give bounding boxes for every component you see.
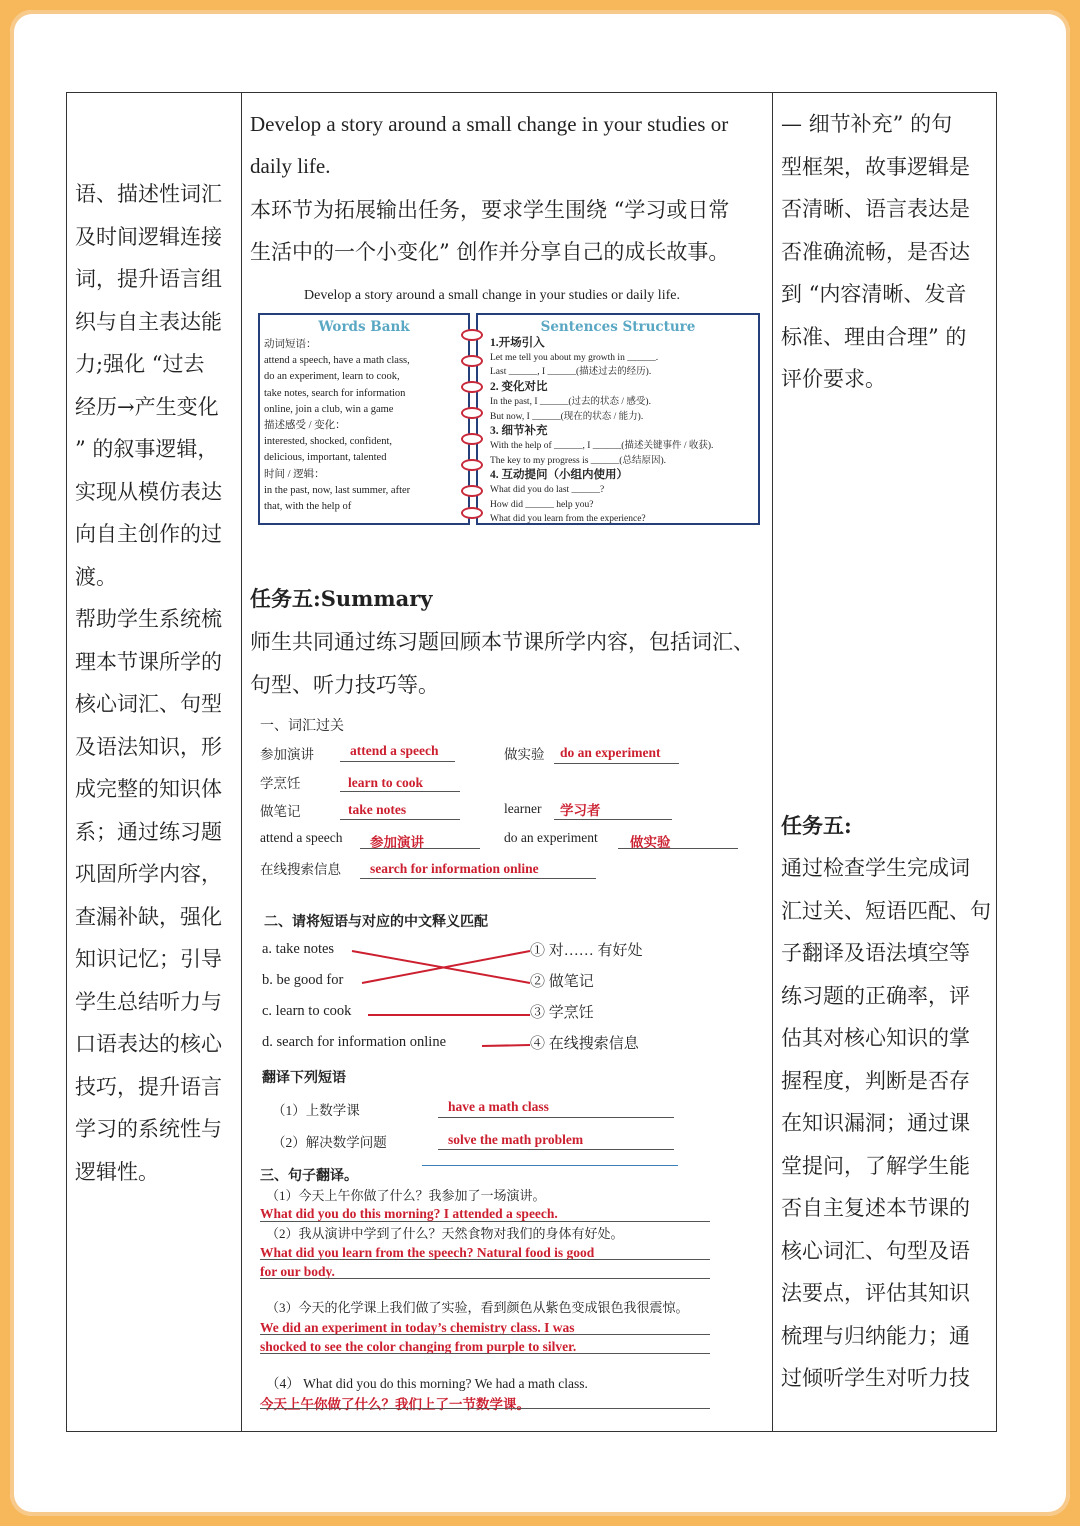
intro-en-1: Develop a story around a small change in your studies or — [250, 112, 729, 136]
left-line: 学生总结听力与 — [75, 989, 222, 1014]
ex1-q6: attend a speech — [260, 830, 343, 845]
sentences-title: Sentences Structure — [540, 319, 696, 335]
left-line: 系；通过练习题 — [75, 819, 222, 844]
right-bottom-line: 梳理与归纳能力；通 — [781, 1323, 970, 1348]
ex4-a2-2: for our body. — [260, 1264, 335, 1279]
ex4-q2: （2）我从演讲中学到了什么？天然食物对我们的身体有好处。 — [266, 1226, 624, 1241]
ex3-line3 — [422, 1165, 678, 1166]
match-right-item: ② 做笔记 — [530, 974, 594, 990]
left-column — [67, 93, 242, 1432]
ex1-q1: 参加演讲 — [260, 747, 314, 762]
left-line: 及语法知识，形 — [75, 734, 222, 759]
task5-desc-1: 师生共同通过练习题回顾本节课所学内容，包括词汇、 — [250, 630, 754, 654]
left-line: 理本节课所学的 — [75, 649, 222, 674]
right-bottom-line: 核心词汇、句型及语 — [781, 1238, 970, 1263]
right-top-line: 到 “内容清晰、发音 — [781, 282, 967, 306]
left-line: 向自主创作的过 — [75, 522, 222, 546]
intro-cn-1: 本环节为拓展输出任务，要求学生围绕 “学习或日常 — [250, 198, 730, 222]
sentence-line: The key to my progress is ______(总结原因). — [490, 455, 666, 466]
right-top-line: 型框架，故事逻辑是 — [781, 154, 970, 179]
sentence-line: But now, I ______(现在的状态 / 能力). — [490, 411, 644, 422]
right-top-line: 否清晰、语言表达是 — [781, 197, 970, 221]
middle-column — [242, 93, 773, 1432]
words-bank-line: do an experiment, learn to cook, — [264, 371, 400, 383]
ex1-a8: search for information online — [370, 861, 539, 876]
left-line: 经历→产生变化 — [75, 394, 219, 419]
left-line: 力;强化 “过去 — [75, 352, 205, 376]
ex4-title: 三、句子翻译。 — [260, 1169, 358, 1184]
left-line: 帮助学生系统梳 — [75, 607, 222, 631]
ex4-line4 — [260, 1334, 710, 1335]
right-bottom-line: 估其对核心知识的掌 — [781, 1026, 970, 1050]
left-line: 语、描述性词汇 — [75, 182, 222, 206]
intro-en-2: daily life. — [250, 154, 331, 178]
words-bank-line: online, join a club, win a game — [264, 403, 394, 415]
words-bank-line: 描述感受 / 变化： — [264, 420, 346, 432]
left-line: 及时间逻辑连接 — [75, 224, 222, 249]
sentence-heading: 2. 变化对比 — [490, 381, 548, 394]
words-bank-line: take notes, search for information — [264, 387, 406, 399]
right-bottom-line: 法要点，评估其知识 — [781, 1281, 970, 1305]
match-right-item: ④ 在线搜索信息 — [530, 1036, 639, 1052]
ex4-a3-1: We did an experiment in today’s chemistry class. I was — [260, 1320, 575, 1335]
ex4-a1: What did you do this morning? I attended a speech. — [260, 1206, 558, 1221]
sentence-line: With the help of ______, I ______(描述关键事件 / 收获). — [490, 440, 714, 451]
right-bottom-line: 练习题的正确率，评 — [781, 983, 970, 1008]
right-bottom-line: 过倾听学生对听力技 — [781, 1366, 970, 1390]
ex1-q2: 做实验 — [504, 747, 545, 762]
intro-cn-2: 生活中的一个小变化” 创作并分享自己的成长故事。 — [250, 240, 730, 264]
right-bottom-line: 子翻译及语法填空等 — [781, 941, 970, 965]
sentence-line: What did you learn from the experience? — [490, 514, 646, 525]
ex3-a2: solve the math problem — [448, 1132, 584, 1147]
ex4-q3: （3）今天的化学课上我们做了实验，看到颜色从紫色变成银色我很震惊。 — [266, 1300, 689, 1315]
ex4-a3-2: shocked to see the color changing from purple to silver. — [260, 1339, 577, 1354]
left-line: 织与自主表达能 — [75, 309, 222, 334]
left-line: 逻辑性。 — [75, 1159, 159, 1184]
match-left-item: a. take notes — [262, 941, 335, 957]
left-line: 查漏补缺，强化 — [75, 904, 222, 929]
left-line: 渡。 — [75, 564, 117, 589]
words-bank-line: 时间 / 逻辑： — [264, 468, 325, 480]
figure-caption: Develop a story around a small change in your studies or daily life. — [304, 288, 680, 303]
right-top-line: — 细节补充” 的句 — [781, 112, 953, 136]
right-top-line: 评价要求。 — [781, 367, 886, 391]
left-line: 核心词汇、句型 — [75, 692, 222, 716]
left-line: 实现从模仿表达 — [75, 479, 222, 504]
ex2-title: 二、请将短语与对应的中文释义匹配 — [264, 915, 488, 930]
ex1-a2: do an experiment — [560, 745, 661, 760]
ex3-a1: have a math class — [448, 1099, 549, 1114]
right-top-line: 否准确流畅，是否达 — [781, 239, 970, 264]
ex4-q4: （4） What did you do this morning? We had a math class. — [266, 1376, 588, 1391]
ex4-line3 — [260, 1278, 710, 1279]
ex1-a3: learn to cook — [348, 775, 423, 790]
left-line: 巩固所学内容， — [75, 862, 222, 886]
ex1-q7: do an experiment — [504, 830, 598, 845]
left-line: 学习的系统性与 — [75, 1117, 222, 1141]
task5-desc-2: 句型、听力技巧等。 — [250, 673, 439, 697]
ex1-q8: 在线搜索信息 — [260, 862, 341, 877]
match-left-item: d. search for information online — [262, 1034, 447, 1050]
match-left-item: c. learn to cook — [262, 1003, 352, 1019]
sentence-line: Last ______, I ______(描述过去的经历). — [490, 367, 652, 378]
left-line: 知识记忆；引导 — [75, 947, 222, 971]
sentence-heading: 4. 互动提问（小组内使用） — [490, 469, 628, 482]
right-bottom-line: 在知识漏洞；通过课 — [781, 1111, 970, 1135]
words-bank-line: in the past, now, last summer, after — [264, 484, 411, 496]
left-line: 口语表达的核心 — [75, 1032, 222, 1056]
ex4-line1 — [260, 1221, 710, 1222]
ex4-line6 — [260, 1408, 710, 1409]
sentence-heading: 3. 细节补充 — [490, 425, 548, 438]
ex1-q3: 学烹饪 — [260, 776, 301, 791]
ex3-q2: （2）解决数学问题 — [272, 1135, 387, 1150]
task5-title: 任务五:Summary — [250, 586, 433, 611]
ex1-title: 一、词汇过关 — [260, 719, 344, 734]
right-column — [773, 93, 997, 1432]
ex1-a6: 参加演讲 — [370, 835, 424, 850]
ex3-line1 — [438, 1117, 674, 1118]
ex1-a4: take notes — [348, 802, 407, 817]
right-task5-title: 任务五: — [781, 812, 852, 838]
match-right-item: ③ 学烹饪 — [530, 1005, 594, 1021]
match-line-d — [482, 1045, 530, 1046]
right-bottom-line: 握程度，判断是否存 — [781, 1068, 970, 1093]
right-bottom-line: 通过检查学生完成词 — [781, 856, 970, 880]
sentence-line: In the past, I ______(过去的状态 / 感受). — [490, 396, 651, 407]
words-bank-title: Words Bank — [318, 319, 410, 335]
ex1-q5: learner — [504, 801, 542, 816]
right-bottom-line: 汇过关、短语匹配、句 — [781, 898, 991, 923]
left-line: 词，提升语言组 — [75, 267, 222, 291]
sentence-line: How did ______ help you? — [490, 499, 594, 510]
ex1-a7: 做实验 — [630, 835, 671, 850]
ex1-q4: 做笔记 — [260, 804, 301, 819]
ex4-a4: 今天上午你做了什么？我们上了一节数学课。 — [260, 1397, 530, 1412]
lesson-table — [66, 92, 997, 1432]
right-top-line: 标准、理由合理” 的 — [781, 324, 967, 349]
match-right-item: ① 对…… 有好处 — [530, 943, 643, 959]
left-line: ” 的叙事逻辑， — [75, 437, 219, 461]
left-line: 技巧，提升语言 — [75, 1074, 222, 1099]
match-left-item: b. be good for — [262, 972, 344, 988]
ex4-q1: （1）今天上午你做了什么？我参加了一场演讲。 — [266, 1188, 546, 1203]
ex3-q1: （1）上数学课 — [272, 1103, 360, 1118]
words-bank-line: attend a speech, have a math class, — [264, 355, 410, 367]
left-line: 成完整的知识体 — [75, 777, 222, 801]
words-bank-line: 动词短语： — [264, 339, 317, 350]
words-bank-line: interested, shocked, confident, — [264, 436, 392, 448]
sentence-heading: 1.开场引入 — [490, 337, 545, 349]
right-bottom-line: 堂提问，了解学生能 — [781, 1153, 970, 1178]
ex4-a2-1: What did you learn from the speech? Natural food is good — [260, 1245, 595, 1260]
ex1-a1: attend a speech — [350, 743, 439, 758]
ex3-title: 翻译下列短语 — [262, 1071, 346, 1086]
sentence-line: Let me tell you about my growth in ______. — [490, 352, 659, 363]
right-bottom-line: 否自主复述本节课的 — [781, 1196, 970, 1220]
ex3-line2 — [438, 1149, 674, 1150]
words-bank-line: that, with the help of — [264, 501, 352, 513]
ex1-a5: 学习者 — [560, 803, 601, 818]
ex4-line5 — [260, 1353, 710, 1354]
words-bank-line: delicious, important, talented — [264, 452, 387, 464]
sentence-line: What did you do last ______? — [490, 485, 605, 496]
ex4-line2 — [260, 1259, 710, 1260]
